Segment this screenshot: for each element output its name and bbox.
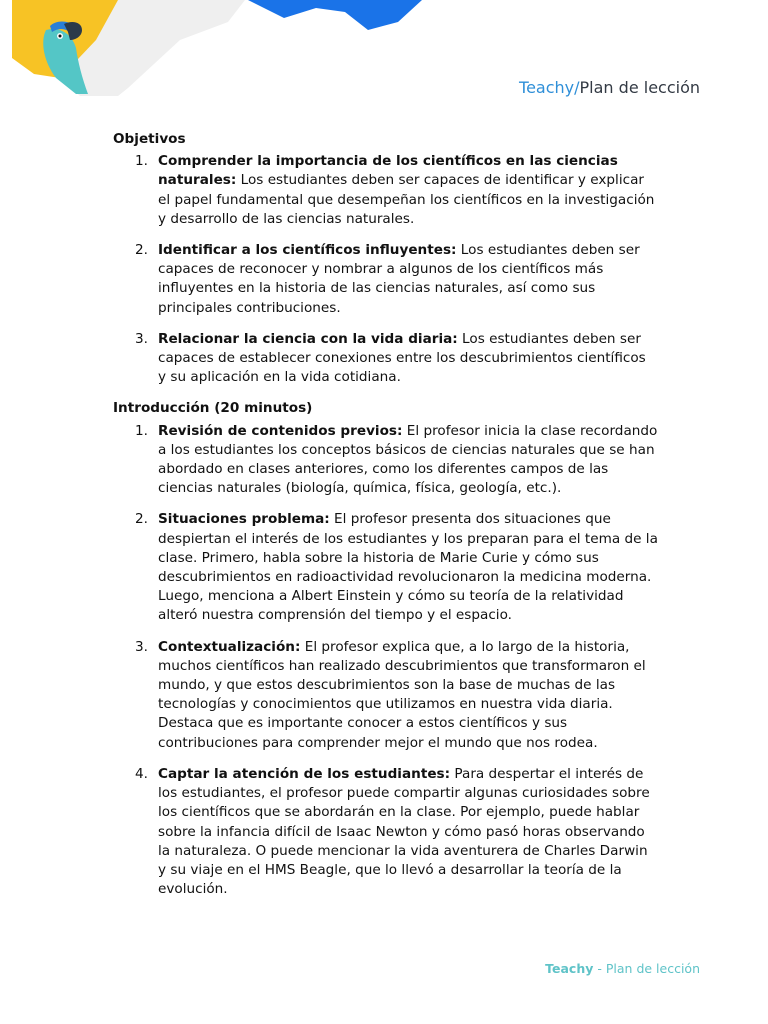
footer-separator: -: [593, 961, 606, 976]
item-number: 1.: [135, 422, 148, 439]
list-item: [113, 330, 658, 388]
header-title: Plan de lección: [579, 78, 700, 97]
item-lead: Relacionar la ciencia con la vida diaria:: [158, 330, 458, 347]
item-text: Los estudiantes deben ser capaces de reconocer y nombrar a algunos de los científicos más influyentes en la historia de las ciencias naturales, así como sus principales contribuciones.: [158, 242, 640, 316]
list-item: [113, 152, 658, 229]
item-text: El profesor inicia la clase recordando a los estudiantes los conceptos básicos de ciencias naturales que se han abordado en clases anteriores, como los diferentes campos de las ciencias naturales (biología, química, física, geología, etc.).: [158, 422, 658, 497]
section-title: Introducción (20 minutos): [113, 400, 313, 417]
header-brand: Teachy: [519, 78, 575, 97]
item-number: 1.: [135, 153, 148, 170]
item-lead: Identificar a los científicos influyentes:: [158, 242, 457, 259]
section-title: Objetivos: [113, 131, 186, 147]
section-objetivos: [113, 130, 658, 387]
footer-brand: Teachy: [545, 961, 594, 976]
item-lead: Situaciones problema:: [158, 511, 330, 528]
item-number: 2.: [135, 242, 148, 259]
item-lead: Contextualización:: [158, 638, 301, 655]
item-text: El profesor presenta dos situaciones que despiertan el interés de los estudiantes y los preparan para el tema de la clase. Primero, habla sobre la historia de Marie Curie y cómo sus descubrimientos en radioactividad revolucionaron la medicina moderna. Luego, menciona a Albert Einstein y cómo su teoría de la relatividad alteró nuestra comprensión del tiempo y el espacio.: [158, 511, 658, 624]
item-text: Los estudiantes deben ser capaces de identificar y explicar el papel fundamental que desempeñan los científicos en la investigación y desarrollo de las ciencias naturales.: [158, 172, 655, 227]
header-separator: /: [574, 78, 580, 97]
item-number: 4.: [135, 765, 148, 782]
page-footer: [545, 961, 700, 976]
item-text: El profesor explica que, a lo largo de la historia, muchos científicos han realizado descubrimientos que transformaron el mundo, y que estos descubrimientos son la base de muchas de las tecnologías y conocimientos que utilizamos en nuestra vida diaria. Destaca que es importante conocer a estos científicos y sus contribuciones para comprender mejor el mundo que nos rodea.: [158, 638, 646, 751]
item-text: Los estudiantes deben ser capaces de establecer conexiones entre los descubrimientos científicos y su aplicación en la vida cotidiana.: [158, 330, 646, 386]
list-item: [113, 422, 658, 499]
lesson-content: [113, 130, 658, 911]
list-item: [113, 765, 658, 899]
item-lead: Captar la atención de los estudiantes:: [158, 765, 451, 782]
item-lead: Revisión de contenidos previos:: [158, 422, 403, 439]
item-lead: Comprender la importancia de los científicos en las ciencias naturales:: [158, 153, 618, 189]
list-item: [113, 638, 658, 753]
item-number: 3.: [135, 330, 148, 347]
list-item: [113, 510, 658, 625]
numbered-list: [113, 422, 658, 900]
list-item: [113, 241, 658, 318]
item-number: 3.: [135, 638, 148, 655]
footer-title: Plan de lección: [605, 961, 700, 976]
blue-shape: [248, 0, 422, 30]
item-number: 2.: [135, 511, 148, 528]
page-header: [519, 78, 700, 97]
section-introduccion: [113, 399, 658, 899]
item-text: Para despertar el interés de los estudiantes, el profesor puede compartir algunas curiosidades sobre los científicos que se abordarán en la clase. Por ejemplo, puede hablar sobre la infancia difícil de Isaac Newton y cómo pasó horas observando la naturaleza. O puede mencionar la vida aventurera de Charles Darwin y su viaje en el HMS Beagle, que lo llevó a desarrollar la teoría de la evolución.: [158, 765, 650, 898]
numbered-list: [113, 152, 658, 387]
